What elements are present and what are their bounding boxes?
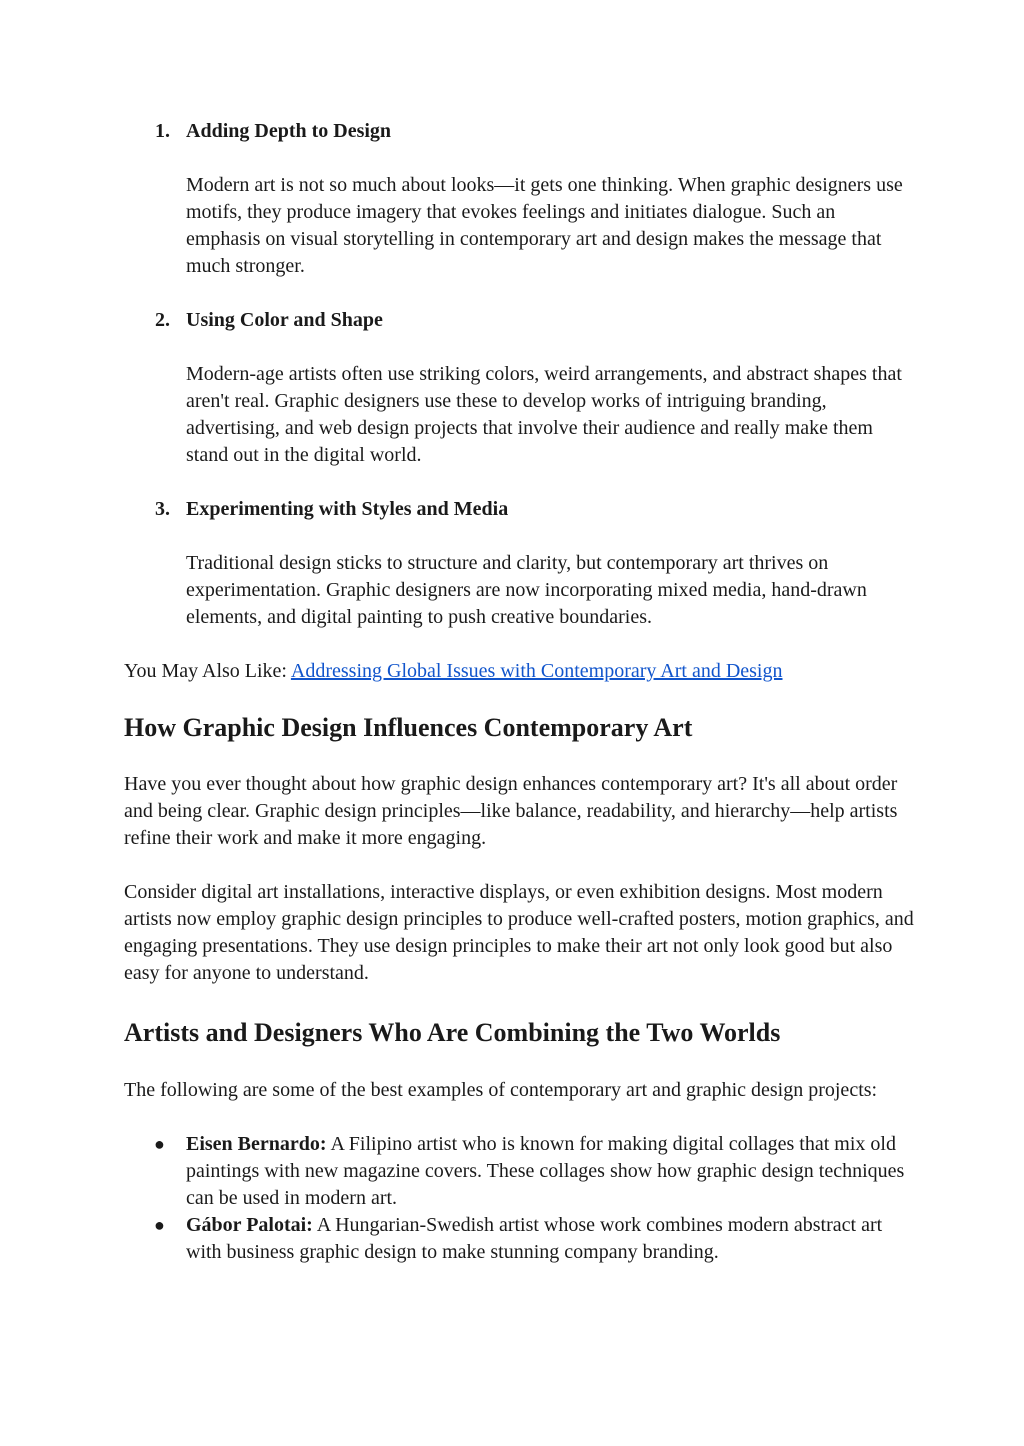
list-number: 3. <box>155 498 170 520</box>
artist-description: A Hungarian-Swedish artist whose work combines modern abstract art with business graphic design to make stunning company branding. <box>186 1214 883 1263</box>
artist-name: Eisen Bernardo: <box>186 1133 327 1155</box>
artist-description: A Filipino artist who is known for making digital collages that mix old paintings with new magazine covers. These collages show how graphic design techniques can be used in modern art. <box>186 1133 905 1209</box>
list-item-heading: Adding Depth to Design <box>186 120 392 142</box>
list-number: 1. <box>155 120 170 142</box>
list-item-body: Modern art is not so much about looks—it gets one thinking. When graphic designers use motifs, they produce imagery that evokes feelings and initiates dialogue. Such an emphasis on visual storytelling in contemporary art and design makes the message that much stronger. <box>186 174 903 277</box>
paragraph: Have you ever thought about how graphic design enhances contemporary art? It's all about order and being clear. Graphic design principles—like balance, readability, and hierarchy—help artists refine their work and make it more engaging. <box>124 773 898 849</box>
list-item-heading: Using Color and Shape <box>186 309 383 331</box>
section-heading: Artists and Designers Who Are Combining the Two Worlds <box>124 1018 781 1047</box>
bullet-list <box>124 1131 914 1266</box>
document-page <box>124 118 914 1266</box>
bullet-icon: ● <box>154 1215 165 1235</box>
list-item-heading: Experimenting with Styles and Media <box>186 498 509 520</box>
numbered-list-item <box>124 307 914 469</box>
list-item-body: Modern-age artists often use striking colors, weird arrangements, and abstract shapes that aren't real. Graphic designers use these to develop works of intriguing branding, advertising, and web design projects that involve their audience and really make them stand out in the digital world. <box>186 363 902 466</box>
also-like-prefix: You May Also Like: <box>124 660 291 682</box>
related-article-link[interactable]: Addressing Global Issues with Contemporary Art and Design <box>290 660 783 682</box>
list-item <box>124 1131 914 1212</box>
numbered-list-item <box>124 496 914 631</box>
list-number: 2. <box>155 309 170 331</box>
list-item-body: Traditional design sticks to structure and clarity, but contemporary art thrives on experimentation. Graphic designers are now incorporating mixed media, hand-drawn elements, and digital painting to push creative boundaries. <box>186 552 867 628</box>
section-heading: How Graphic Design Influences Contemporary Art <box>124 713 693 742</box>
paragraph: Consider digital art installations, interactive displays, or even exhibition designs. Most modern artists now employ graphic design principles to produce well-crafted posters, motion graphics, and engaging presentations. They use design principles to make their art not only look good but also easy for anyone to understand. <box>124 881 914 984</box>
artist-name: Gábor Palotai: <box>186 1214 313 1236</box>
numbered-list-item <box>124 118 914 280</box>
paragraph: The following are some of the best examples of contemporary art and graphic design projects: <box>124 1079 878 1101</box>
list-item <box>124 1212 914 1266</box>
bullet-icon: ● <box>154 1134 165 1154</box>
also-like-line <box>124 658 914 685</box>
